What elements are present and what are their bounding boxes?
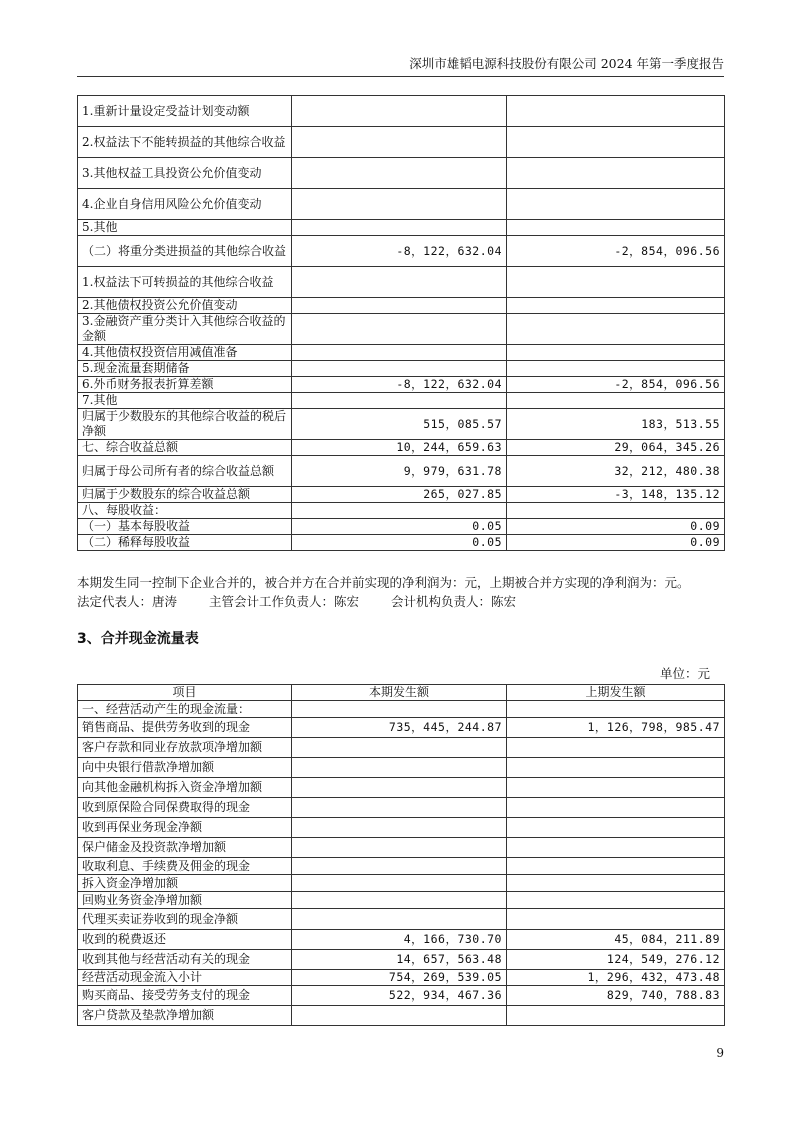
previous-period-value: -3，148，135.12 [507, 487, 725, 503]
previous-period-value [507, 838, 725, 858]
current-period-value [292, 361, 507, 377]
table-row [78, 220, 725, 236]
table-row [78, 838, 725, 858]
row-label: （二）稀释每股收益 [78, 535, 292, 551]
table-row [78, 361, 725, 377]
previous-period-value: 45，084，211.89 [507, 930, 725, 950]
previous-period-value [507, 701, 725, 718]
previous-period-value [507, 220, 725, 236]
table-row [78, 875, 725, 892]
current-period-value [292, 189, 507, 220]
current-period-value [292, 818, 507, 838]
table-row [78, 377, 725, 393]
row-label: 向中央银行借款净增加额 [78, 758, 292, 778]
row-label: 七、综合收益总额 [78, 440, 292, 456]
current-period-value [292, 798, 507, 818]
previous-period-value [507, 158, 725, 189]
row-label: 1.重新计量设定受益计划变动额 [78, 96, 292, 127]
current-period-value: 265，027.85 [292, 487, 507, 503]
current-period-value [292, 778, 507, 798]
cashflow-table [77, 684, 725, 1026]
previous-period-value [507, 345, 725, 361]
row-label: 4.企业自身信用风险公允价值变动 [78, 189, 292, 220]
previous-period-value: 0.09 [507, 535, 725, 551]
row-label: 6.外币财务报表折算差额 [78, 377, 292, 393]
header-rule [77, 76, 724, 77]
row-label: 八、每股收益： [78, 503, 292, 519]
previous-period-value [507, 267, 725, 298]
table-row [78, 345, 725, 361]
current-period-value [292, 267, 507, 298]
row-label: 向其他金融机构拆入资金净增加额 [78, 778, 292, 798]
table-row [78, 158, 725, 189]
previous-period-value: 1，296，432，473.48 [507, 970, 725, 986]
previous-period-value: -2，854，096.56 [507, 236, 725, 267]
previous-period-value [507, 361, 725, 377]
current-period-value [292, 298, 507, 314]
current-period-value: 4，166，730.70 [292, 930, 507, 950]
current-period-value [292, 738, 507, 758]
row-label: 2.权益法下不能转损益的其他综合收益 [78, 127, 292, 158]
report-header: 深圳市雄韬电源科技股份有限公司 2024 年第一季度报告 [409, 56, 724, 71]
table-row [78, 236, 725, 267]
table-row [78, 189, 725, 220]
current-period-value: 10，244，659.63 [292, 440, 507, 456]
current-period-value: -8，122，632.04 [292, 377, 507, 393]
previous-period-value: 29，064，345.26 [507, 440, 725, 456]
table-row [78, 503, 725, 519]
table-row [78, 986, 725, 1006]
row-label: 购买商品、接受劳务支付的现金 [78, 986, 292, 1006]
previous-period-value [507, 503, 725, 519]
table-row [78, 267, 725, 298]
table-row [78, 758, 725, 778]
previous-period-value [507, 875, 725, 892]
row-label: 收取利息、手续费及佣金的现金 [78, 858, 292, 875]
previous-period-value [507, 1006, 725, 1026]
current-period-value [292, 701, 507, 718]
row-label: 收到再保业务现金净额 [78, 818, 292, 838]
table-row [78, 930, 725, 950]
row-label: 5.其他 [78, 220, 292, 236]
current-period-value [292, 345, 507, 361]
previous-period-value [507, 758, 725, 778]
previous-period-value [507, 798, 725, 818]
row-label: 2.其他债权投资公允价值变动 [78, 298, 292, 314]
current-period-value [292, 838, 507, 858]
row-label: 归属于母公司所有者的综合收益总额 [78, 456, 292, 487]
current-period-value: 522，934，467.36 [292, 986, 507, 1006]
accounting-head: 主管会计工作负责人：陈宏 [209, 594, 360, 609]
row-label: 拆入资金净增加额 [78, 875, 292, 892]
table-row [78, 519, 725, 535]
current-period-value: 9，979，631.78 [292, 456, 507, 487]
table-row [78, 456, 725, 487]
previous-period-value [507, 314, 725, 345]
previous-period-value [507, 96, 725, 127]
row-label: 3.金融资产重分类计入其他综合收益的金额 [78, 314, 292, 345]
current-period-value [292, 220, 507, 236]
previous-period-value [507, 738, 725, 758]
table-row [78, 818, 725, 838]
current-period-value [292, 158, 507, 189]
accounting-org-head: 会计机构负责人：陈宏 [391, 594, 517, 609]
previous-period-value: 183，513.55 [507, 409, 725, 440]
previous-period-value: 32，212，480.38 [507, 456, 725, 487]
previous-period-value [507, 892, 725, 909]
current-period-value: 14，657，563.48 [292, 950, 507, 970]
previous-period-value: 1，126，798，985.47 [507, 718, 725, 738]
current-period-value: -8，122，632.04 [292, 236, 507, 267]
table-row [78, 393, 725, 409]
merger-note: 本期发生同一控制下企业合并的，被合并方在合并前实现的净利润为：元，上期被合并方实现的净利润为：元。 [77, 575, 690, 590]
table-row [78, 1006, 725, 1026]
row-label: 4.其他债权投资信用减值准备 [78, 345, 292, 361]
row-label: 代理买卖证券收到的现金净额 [78, 909, 292, 930]
table-row [78, 96, 725, 127]
cashflow-section-title: 3、合并现金流量表 [77, 631, 199, 647]
current-period-value [292, 875, 507, 892]
row-label: 一、经营活动产生的现金流量： [78, 701, 292, 718]
current-period-value: 0.05 [292, 535, 507, 551]
row-label: 收到的税费返还 [78, 930, 292, 950]
table-row [78, 892, 725, 909]
table-row [78, 127, 725, 158]
header-previous: 上期发生额 [507, 685, 725, 701]
previous-period-value [507, 127, 725, 158]
signatories [77, 593, 777, 611]
table-row [78, 778, 725, 798]
table-row [78, 487, 725, 503]
current-period-value [292, 127, 507, 158]
income-statement-table [77, 95, 725, 551]
previous-period-value [507, 778, 725, 798]
table-row [78, 858, 725, 875]
current-period-value [292, 858, 507, 875]
row-label: 3.其他权益工具投资公允价值变动 [78, 158, 292, 189]
row-label: （二）将重分类进损益的其他综合收益 [78, 236, 292, 267]
row-label: 5.现金流量套期储备 [78, 361, 292, 377]
row-label: 销售商品、提供劳务收到的现金 [78, 718, 292, 738]
row-label: 客户贷款及垫款净增加额 [78, 1006, 292, 1026]
table-row [78, 701, 725, 718]
table-row [78, 314, 725, 345]
previous-period-value [507, 909, 725, 930]
row-label: 1.权益法下可转损益的其他综合收益 [78, 267, 292, 298]
previous-period-value [507, 189, 725, 220]
table-row [78, 440, 725, 456]
table-row [78, 909, 725, 930]
previous-period-value: -2，854，096.56 [507, 377, 725, 393]
previous-period-value [507, 858, 725, 875]
previous-period-value [507, 298, 725, 314]
current-period-value [292, 758, 507, 778]
current-period-value [292, 393, 507, 409]
table-row [78, 718, 725, 738]
table-row [78, 798, 725, 818]
table-header-row [78, 685, 725, 701]
table-row [78, 298, 725, 314]
current-period-value [292, 96, 507, 127]
row-label: 回购业务资金净增加额 [78, 892, 292, 909]
row-label: 收到原保险合同保费取得的现金 [78, 798, 292, 818]
previous-period-value: 124，549，276.12 [507, 950, 725, 970]
row-label: 收到其他与经营活动有关的现金 [78, 950, 292, 970]
row-label: 客户存款和同业存放款项净增加额 [78, 738, 292, 758]
table-row [78, 738, 725, 758]
current-period-value [292, 909, 507, 930]
legal-representative: 法定代表人：唐涛 [77, 594, 178, 609]
current-period-value [292, 503, 507, 519]
current-period-value [292, 1006, 507, 1026]
unit-label: 单位：元 [659, 666, 710, 681]
header-current: 本期发生额 [292, 685, 507, 701]
current-period-value [292, 892, 507, 909]
current-period-value [292, 314, 507, 345]
previous-period-value: 829，740，788.83 [507, 986, 725, 1006]
previous-period-value: 0.09 [507, 519, 725, 535]
row-label: （一）基本每股收益 [78, 519, 292, 535]
previous-period-value [507, 393, 725, 409]
current-period-value: 515，085.57 [292, 409, 507, 440]
table-row [78, 535, 725, 551]
table-row [78, 950, 725, 970]
previous-period-value [507, 818, 725, 838]
header-item: 项目 [78, 685, 292, 701]
table-row [78, 409, 725, 440]
row-label: 归属于少数股东的综合收益总额 [78, 487, 292, 503]
table-row [78, 970, 725, 986]
current-period-value: 735，445，244.87 [292, 718, 507, 738]
current-period-value: 0.05 [292, 519, 507, 535]
row-label: 7.其他 [78, 393, 292, 409]
row-label: 归属于少数股东的其他综合收益的税后净额 [78, 409, 292, 440]
row-label: 经营活动现金流入小计 [78, 970, 292, 986]
page-number: 9 [716, 1046, 724, 1060]
current-period-value: 754，269，539.05 [292, 970, 507, 986]
row-label: 保户储金及投资款净增加额 [78, 838, 292, 858]
